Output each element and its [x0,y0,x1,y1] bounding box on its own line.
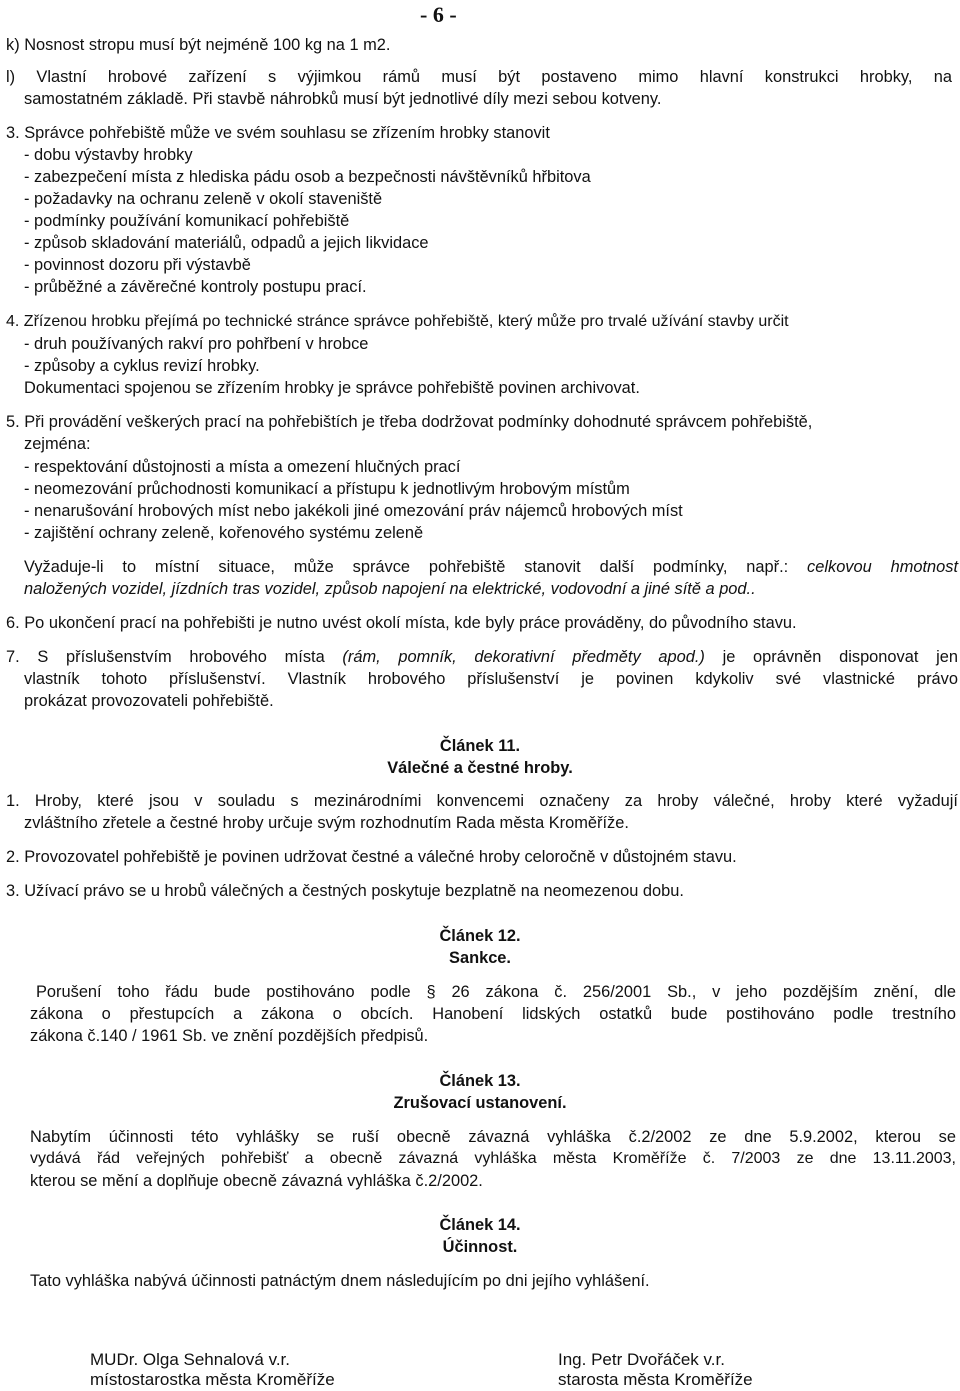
article-12-line2: zákona o přestupcích a zákona o obcích. Hanobení lidských ostatků bude postihováno podle trestního [30,1005,956,1023]
list-item: - druh používaných rakví pro pohřbení v hrobce [24,335,369,353]
paragraph-7-line2: vlastník tohoto příslušenství. Vlastník hrobového příslušenství je povinen kdykoliv své vlastnické právo [24,670,958,688]
p7-italic-text: (rám, pomník, dekorativní předměty apod.) [324,648,705,666]
list-item: - respektování důstojnosti a místa a omezení hlučných prací [24,458,461,476]
page-number: - 6 - [420,2,457,27]
signature-left-name: MUDr. Olga Sehnalová v.r. [90,1350,290,1369]
article-13-line1: Nabytím účinnosti této vyhlášky se ruší obecně závazná vyhláška č.2/2002 ze dne 5.9.2002, kterou se [30,1128,956,1146]
list-item: - průběžné a závěrečné kontroly postupu prací. [24,278,367,296]
signature-left-role: místostarostka města Kroměříže [90,1370,335,1389]
list-item: - povinnost dozoru při výstavbě [24,256,251,274]
article-11-p1-line1: 1. Hroby, které jsou v souladu s mezinárodními konvencemi označeny za hroby válečné, hroby které vyžadují [6,792,958,810]
article-12-title: Sankce. [449,949,511,967]
extra-italic-text: naložených vozidel, jízdních tras vozidel, způsob napojení na elektrické, vodovodní a jiné sítě a pod.. [24,580,756,598]
signature-right-name: Ing. Petr Dvořáček v.r. [558,1350,725,1369]
paragraph-l-line2: samostatném základě. Při stavbě náhrobků musí být jednotlivé díly mezi sebou kotveny. [24,90,662,108]
paragraph-5-extra-line1 [24,556,958,578]
list-item: - způsob skladování materiálů, odpadů a jejich likvidace [24,234,429,252]
paragraph-5-line2: zejména: [24,435,91,453]
p7-text: je oprávněn disponovat jen [704,648,958,666]
article-14-line1: Tato vyhláška nabývá účinnosti patnáctým dnem následujícím po dni jejího vyhlášení. [30,1272,650,1290]
paragraph-3-intro: 3. Správce pohřebiště může ve svém souhlasu se zřízením hrobky stanovit [6,124,550,142]
paragraph-5-extra-line2 [24,578,756,600]
list-item: - zajištění ochrany zeleně, kořenového systému zeleně [24,524,424,542]
article-12-heading: Článek 12. [439,927,521,945]
list-item: - neomezování průchodnosti komunikací a přístupu k jednotlivým hrobovým místům [24,480,630,498]
article-11-heading: Článek 11. [439,737,521,755]
article-13-line3: kterou se mění a doplňuje obecně závazná vyhláška č.2/2002. [30,1172,483,1190]
paragraph-7-line3: prokázat provozovateli pohřebiště. [24,692,274,710]
list-item: - podmínky používání komunikací pohřebiště [24,212,350,230]
article-12-line1: Porušení toho řádu bude postihováno podle § 26 zákona č. 256/2001 Sb., v jeho pozdějším znění, dle [36,983,956,1001]
list-item: - způsoby a cyklus revizí hrobky. [24,357,260,375]
paragraph-7-line1 [6,646,958,668]
paragraph-k: k) Nosnost stropu musí být nejméně 100 kg na 1 m2. [6,36,391,54]
list-item: - požadavky na ochranu zeleně v okolí staveniště [24,190,383,208]
article-13-heading: Článek 13. [439,1072,521,1090]
article-11-p3: 3. Užívací právo se u hrobů válečných a čestných poskytuje bezplatně na neomezenou dobu. [6,882,684,900]
article-14-heading: Článek 14. [439,1216,521,1234]
list-item: - nenarušování hrobových míst nebo jakékoli jiné omezování práv nájemců hrobových míst [24,502,683,520]
article-14-title: Účinnost. [442,1238,518,1256]
list-item: - zabezpečení místa z hlediska pádu osob a bezpečnosti návštěvníků hřbitova [24,168,591,186]
article-13-title: Zrušovací ustanovení. [393,1094,567,1112]
paragraph-5-line1: 5. Při provádění veškerých prací na pohřebištích je třeba dodržovat podmínky dohodnuté správcem pohřebiště, [6,413,813,431]
extra-italic-text: celkovou hmotnost [788,558,958,576]
paragraph-6: 6. Po ukončení prací na pohřebišti je nutno uvést okolí místa, kde byly práce prováděny, do původního stavu. [6,614,797,632]
signature-right-role: starosta města Kroměříže [558,1370,753,1389]
paragraph-l-line1: l) Vlastní hrobové zařízení s výjimkou rámů musí být postaveno mimo hlavní konstrukci hrobky, na [6,68,952,86]
article-11-p2: 2. Provozovatel pohřebiště je povinen udržovat čestné a válečné hroby celoročně v důstojném stavu. [6,848,737,866]
paragraph-4-intro: 4. Zřízenou hrobku přejímá po technické stránce správce pohřebiště, který může pro trvalé užívání stavby určit [6,313,789,330]
list-item: - dobu výstavby hrobky [24,146,193,164]
article-12-line3: zákona č.140 / 1961 Sb. ve znění pozdějších předpisů. [30,1027,429,1045]
p7-text: 7. S příslušenstvím hrobového místa [6,648,325,666]
article-13-line2: vydává řád veřejných pohřebišť a obecně závazná vyhláška města Kroměříže č. 7/2003 ze dne 13.11.2003, [30,1150,956,1167]
paragraph-4-documentation: Dokumentaci spojenou se zřízením hrobky je správce pohřebiště povinen archivovat. [24,379,640,397]
article-11-title: Válečné a čestné hroby. [387,759,573,777]
article-11-p1-line2: zvláštního zřetele a čestné hroby určuje svým rozhodnutím Rada města Kroměříže. [24,814,629,832]
extra-text: Vyžaduje-li to místní situace, může správce pohřebiště stanovit další podmínky, např.: [24,558,789,576]
